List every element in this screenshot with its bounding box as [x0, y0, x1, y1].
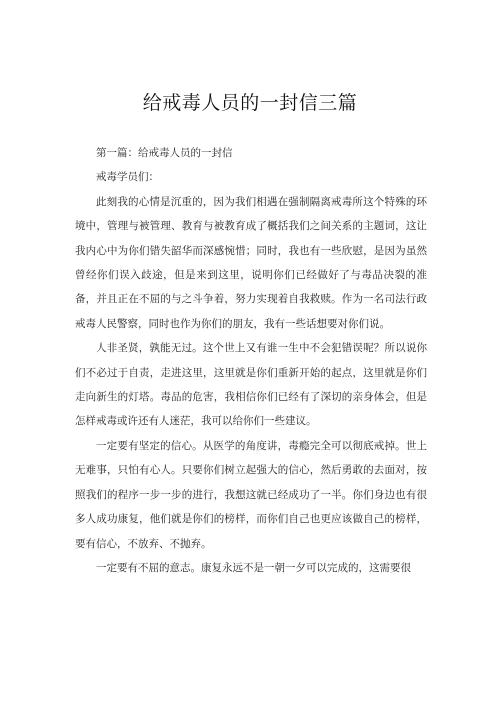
paragraph-4: 一定要有不屈的意志。康复永远不是一朝一夕可以完成的，这需要很 — [96, 561, 411, 574]
salutation: 戒毒学员们： — [96, 171, 159, 184]
document-title: 给戒毒人员的一封信三篇 — [142, 92, 358, 114]
document-body — [75, 141, 427, 580]
paragraph-2: 人非圣贤，孰能无过。这个世上又有谁一生中不会犯错误呢？所以说你们不必过于自责，走进这里，这里就是你们重新开始的起点，这里就是你们走向新生的灯塔。毒品的危害，我相信你们已经有了深切的亲身体会，但是怎样戒毒或许还有人迷茫，我可以给你们一些建议。 — [75, 342, 427, 428]
paragraph-3: 一定要有坚定的信心。从医学的角度讲，毒瘾完全可以彻底戒掉。世上无难事，只怕有心人。只要你们树立起强大的信心，然后勇敢的去面对，按照我们的程序一步一步的进行，我想这就已经成功了一半。你们身边也有很多人成功康复，他们就是你们的榜样，而你们自己也更应该做自己的榜样，要有信心，不放弃、不抛弃。 — [75, 439, 427, 550]
paragraph-1: 此刻我的心情是沉重的，因为我们相遇在强制隔离戒毒所这个特殊的环境中，管理与被管理、教育与被教育成了概括我们之间关系的主题词，这让我内心中为你们错失韶华而深感惋惜；同时，我也有一些欣慰，是因为虽然曾经你们误入歧途，但是来到这里，说明你们已经做好了与毒品决裂的准备，并且正在不屈的与之斗争着，努力实现着自我救赎。作为一名司法行政戒毒人民警察，同时也作为你们的朋友，我有一些话想要对你们说。 — [75, 195, 427, 330]
section-heading: 第一篇：给戒毒人员的一封信 — [96, 147, 233, 159]
